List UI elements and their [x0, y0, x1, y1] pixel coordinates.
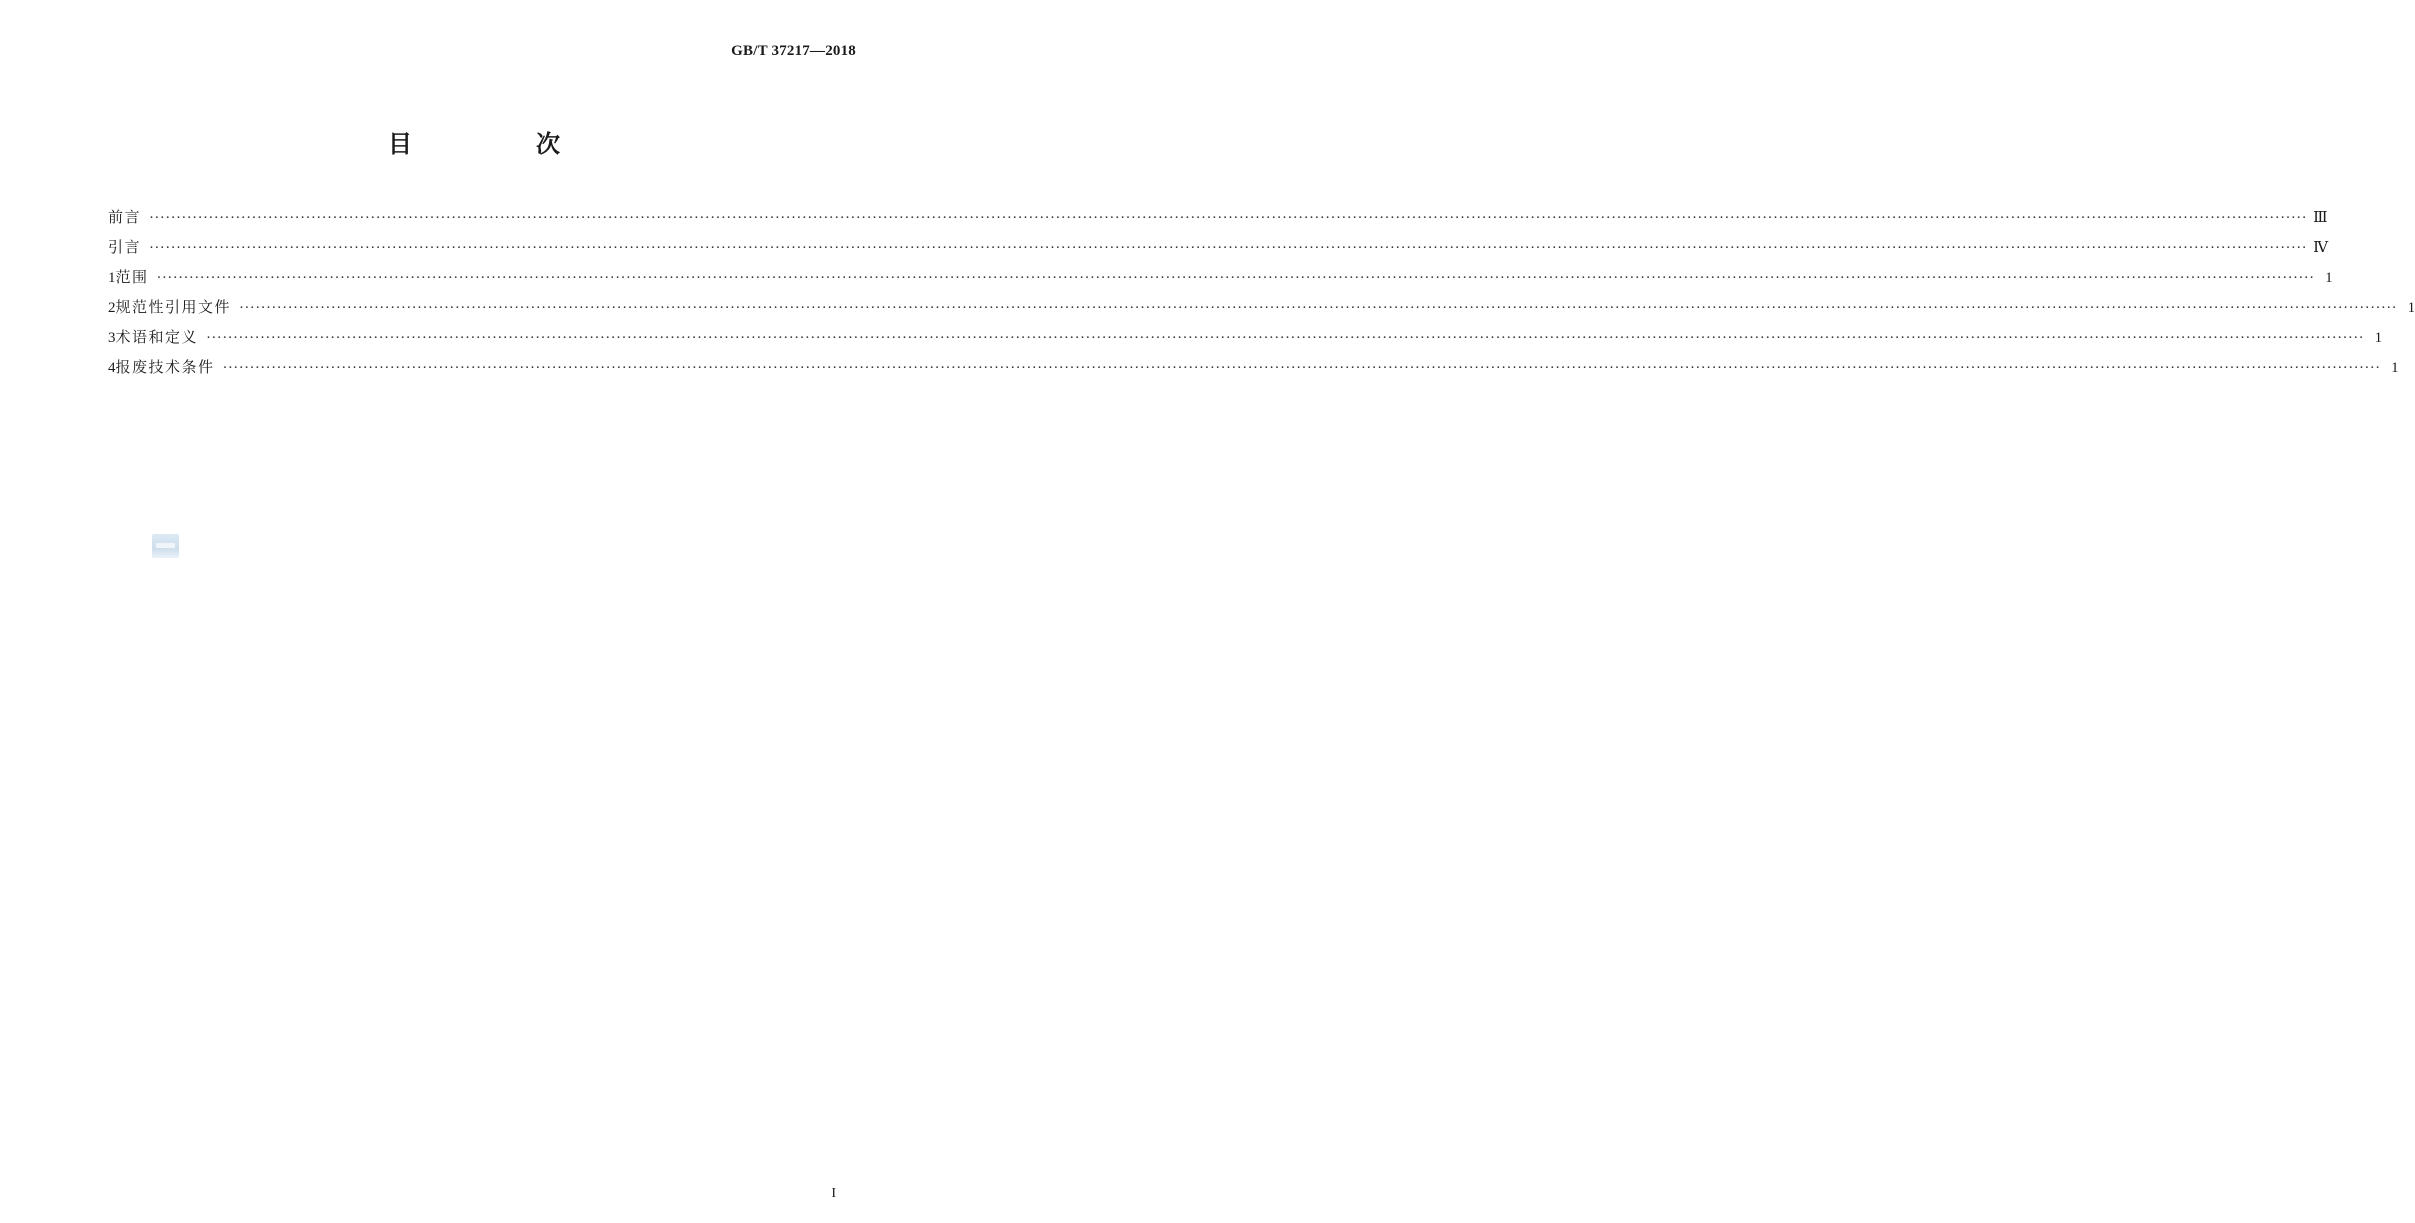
toc-entry-label: 报废技术条件 — [115, 358, 215, 376]
toc-entry-page: 1 — [2407, 300, 2415, 316]
toc-entry-page: 1 — [2391, 360, 2399, 376]
toc-entry-label: 术语和定义 — [115, 328, 199, 346]
table-of-contents — [108, 205, 2415, 385]
toc-entry-page: Ⅲ — [2313, 210, 2328, 226]
toc-dot-leader: ················································································································································································································································································································································································································ — [239, 300, 2398, 316]
toc-entry-terms-definitions[interactable] — [108, 325, 2383, 355]
toc-entry-label: 引言 — [108, 238, 142, 256]
toc-entry-label: 规范性引用文件 — [115, 298, 232, 316]
toc-entry-number: 4 — [108, 360, 116, 376]
toc-entry-scope[interactable] — [108, 265, 2333, 295]
page-number: I — [831, 1186, 836, 1201]
watermark-logo-icon — [152, 534, 179, 558]
toc-entry-page: 1 — [2374, 330, 2383, 346]
toc-dot-leader: ················································································································································································································································································································································································································ — [156, 270, 2315, 286]
toc-entry-number: 3 — [108, 330, 116, 346]
toc-dot-leader: ················································································································································································································································································································································································································ — [149, 210, 2308, 226]
toc-entry-number: 1 — [108, 270, 116, 286]
toc-entry-normative-references[interactable] — [108, 295, 2415, 325]
toc-entry-page: 1 — [2325, 270, 2333, 286]
toc-entry-page: Ⅳ — [2313, 240, 2329, 256]
standard-code: GB/T 37217—2018 — [731, 43, 856, 59]
toc-dot-leader: ················································································································································································································································································································································································································ — [222, 360, 2381, 376]
page-title: 目 次 — [388, 130, 610, 158]
toc-entry-label: 前言 — [108, 208, 142, 226]
toc-entry-introduction[interactable] — [108, 235, 2329, 265]
toc-entry-scrapping-conditions[interactable] — [108, 355, 2399, 385]
toc-dot-leader: ················································································································································································································································································································································································································ — [206, 330, 2365, 346]
toc-entry-foreword[interactable] — [108, 205, 2328, 235]
toc-dot-leader: ················································································································································································································································································································································································································ — [149, 240, 2308, 256]
toc-entry-label: 范围 — [115, 268, 149, 286]
toc-entry-number: 2 — [108, 300, 116, 316]
